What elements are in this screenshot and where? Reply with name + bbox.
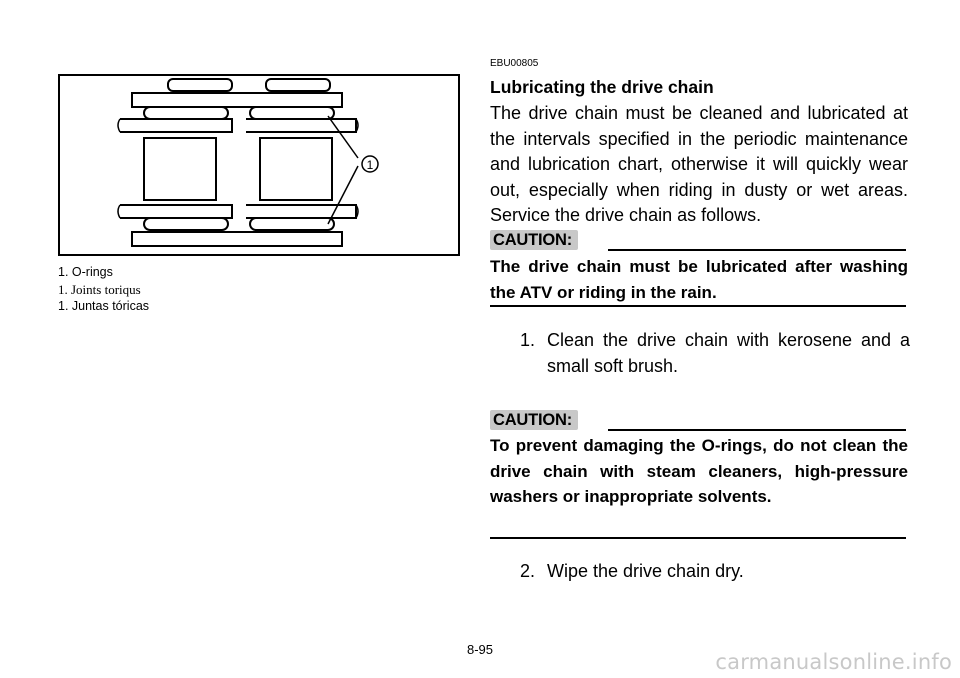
top-link-plate <box>132 93 342 107</box>
side-plate <box>120 119 232 132</box>
caution-text: To prevent damaging the O-rings, do not clean the drive chain with steam cleaners, high-pressure washers or inappropriate solvents. <box>490 436 908 506</box>
figure-captions <box>58 264 149 315</box>
divider <box>490 305 906 307</box>
caution-label: CAUTION: <box>490 410 578 430</box>
caution-text: The drive chain must be lubricated after washing the ATV or riding in the rain. <box>490 257 908 302</box>
caption-spanish: 1. Juntas tóricas <box>58 299 150 313</box>
divider <box>490 537 906 539</box>
page-number: 8-95 <box>466 642 494 657</box>
step-item <box>520 328 910 379</box>
step-number: 2. <box>520 561 536 581</box>
section-title: Lubricating the drive chain <box>490 77 714 97</box>
pin-head <box>266 79 330 91</box>
o-ring-top <box>144 107 228 119</box>
drive-chain-illustration <box>60 76 462 258</box>
step-number: 1. <box>520 330 536 350</box>
step-text: Wipe the drive chain dry. <box>547 561 744 581</box>
o-ring-bottom <box>144 218 228 230</box>
chain-o-ring-diagram <box>58 74 460 256</box>
caution-header <box>490 230 906 252</box>
caution-header <box>490 410 906 432</box>
side-plate <box>120 205 232 218</box>
section-code: EBU00805 <box>490 58 539 69</box>
side-plate <box>246 205 356 218</box>
roller <box>260 138 332 200</box>
intro-paragraph: The drive chain must be cleaned and lubricated at the intervals specified in the periodic maintenance and lubrication chart, otherwise it will quickly wear out, especially when riding in dusty or wet areas. Service the drive chain as follows. <box>490 103 908 225</box>
step-item <box>520 559 910 585</box>
caption-french: 1. Joints toriqus <box>58 282 141 297</box>
divider <box>608 429 906 431</box>
bottom-link-plate <box>132 232 342 246</box>
step-text: Clean the drive chain with kerosene and a small soft brush. <box>547 330 910 376</box>
side-plate <box>246 119 356 132</box>
roller <box>144 138 216 200</box>
callout-number: 1 <box>366 158 374 172</box>
divider <box>608 249 906 251</box>
pin-head <box>168 79 232 91</box>
o-ring-bottom <box>250 218 334 230</box>
caption-english: 1. O-rings <box>58 265 113 279</box>
caution-label: CAUTION: <box>490 230 578 250</box>
o-ring-top <box>250 107 334 119</box>
watermark: carmanualsonline.info <box>715 650 952 674</box>
